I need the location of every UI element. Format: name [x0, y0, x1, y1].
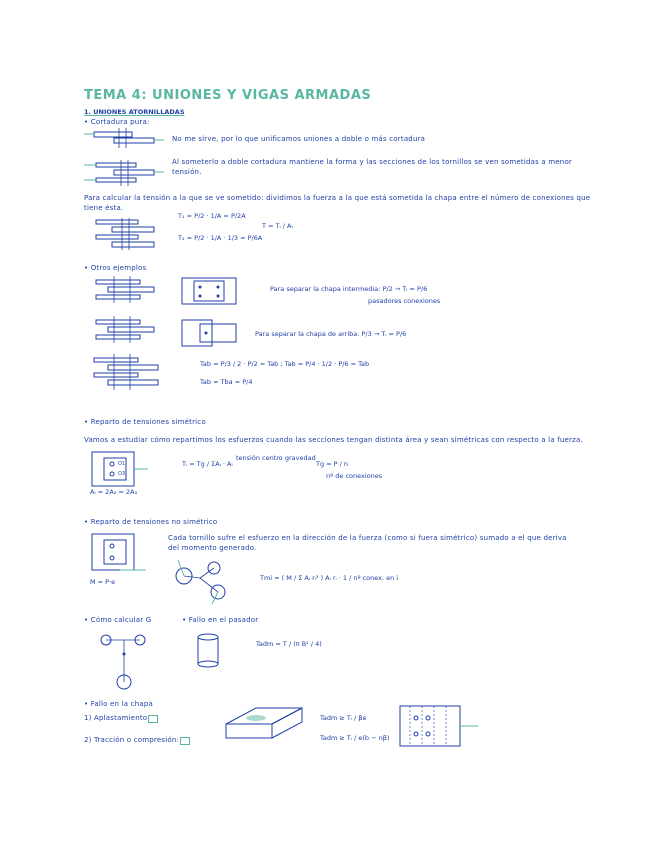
simetrico-formula2: Tg = P / n: [316, 460, 349, 468]
tau-formula: Tadm = T / (π B² / 4): [256, 640, 322, 648]
example1-side-diagram: [84, 276, 164, 304]
chapa-item1: 1) Aplastamiento:: [84, 714, 150, 722]
simetrico-heading: • Reparto de tensiones simétrico: [84, 418, 206, 426]
double-shear-diagram: [84, 160, 164, 192]
otros-rule1: Para separar la chapa intermedia: P/2 → Tᵢ = P/6: [270, 285, 428, 293]
formula-t1: T₁ = P/2 · 1/A = P/2A: [178, 212, 246, 220]
otros-eq-a: Tab = P/3 / 2 · P/2 = Tab ; Tab = P/4 · 1/2 · P/6 = Tab: [200, 360, 370, 368]
simetrico-note-cdg: tensión centro gravedad: [236, 454, 316, 462]
cortadura-note2a: Al someterlo a doble cortadura mantiene la forma y las secciones de los tornillos se ven sometidas a menor: [172, 158, 573, 166]
simetrico-text: Vamos a estudiar cómo repartimos los esfuerzos cuando las secciones tengan distinta área y sean simétricas con respecto a la fuerza.: [84, 436, 583, 444]
chapa-f2: Tadm ≥ Tᵢ / e(b − nβ): [320, 734, 390, 742]
formula-ti: T = Tᵢ / Aᵢ: [262, 222, 293, 230]
cortadura-heading: • Cortadura pura:: [84, 118, 150, 126]
perforated-plate-diagram: [398, 704, 488, 754]
no-simetrico-text2: del momento generado.: [168, 544, 257, 552]
multi-plate-diagram: [84, 218, 164, 252]
symmetric-plate-diagram: [90, 450, 150, 490]
pin-cylinder-diagram: [196, 632, 226, 672]
section-subtitle: 1. UNIONES ATORNILLADAS: [84, 108, 185, 116]
example2-side-diagram: [84, 316, 164, 344]
chapa-item2: 2) Tracción o compresión:: [84, 736, 180, 744]
calc-g-heading: • Cómo calcular G: [84, 616, 152, 624]
cortadura-note1: No me sirve, por lo que unificamos uniones a doble o más cortadura: [172, 135, 426, 143]
example3-side-diagram: [84, 354, 174, 394]
nonsymmetric-plate-diagram: [90, 532, 150, 576]
aplastamiento-box-icon: [148, 715, 158, 723]
otros-heading: • Otros ejemplos: [84, 264, 147, 272]
moment-bolts-diagram: [168, 556, 248, 606]
simetrico-area: Aᵢ = 2A₂ = 2A₃: [90, 488, 138, 496]
fallo-pasador-heading: • Fallo en el pasador: [182, 616, 259, 624]
label-o1: O1: [118, 461, 126, 467]
single-shear-diagram: [84, 128, 164, 158]
cortadura-note2b: tensión.: [172, 168, 202, 176]
cortadura-calc-a: Para calcular la tensión a la que se ve sometido: dividimos la fuerza a la que está sometida la chapa entre el número de conexiones que: [84, 194, 591, 202]
no-simetrico-heading: • Reparto de tensiones no simétrico: [84, 518, 218, 526]
simetrico-formula: Tᵢ = Tg / ΣAᵢ · Aᵢ: [182, 460, 233, 468]
otros-rule2: Para separar la chapa de arriba: P/3 → Tᵢ = P/6: [255, 330, 407, 338]
plate-bearing-diagram: [216, 700, 306, 752]
example1-top-diagram: [180, 276, 240, 306]
no-simetrico-moment: M = P·e: [90, 578, 116, 586]
example2-top-diagram: [180, 318, 240, 348]
chapa-f1: Tadm ≥ Tᵢ / βe: [320, 714, 367, 722]
cortadura-calc-b: tiene ésta.: [84, 204, 124, 212]
chapa-heading: • Fallo en la chapa: [84, 700, 153, 708]
page-title: TEMA 4: UNIONES Y VIGAS ARMADAS: [84, 88, 372, 103]
formula-t2: T₂ = P/2 · 1/A · 1/3 = P/6A: [178, 234, 263, 242]
otros-rule1-labels: pasadores conexiones: [368, 297, 441, 305]
otros-eq-b: Tab = Tba = P/4: [200, 378, 253, 386]
simetrico-note-n: nº de conexiones: [326, 472, 383, 480]
traccion-box-icon: [180, 737, 190, 745]
no-simetrico-formula: Tmi = ( M / Σ Aᵢ rᵢ² ) Aᵢ rᵢ · 1 / nº conex. en i: [260, 574, 399, 582]
no-simetrico-text1: Cada tornillo sufre el esfuerzo en la dirección de la fuerza (como si fuera simétrico) sumado a el que deriva: [168, 534, 567, 542]
centroid-diagram: [96, 628, 156, 692]
label-o3: O3: [118, 471, 126, 477]
